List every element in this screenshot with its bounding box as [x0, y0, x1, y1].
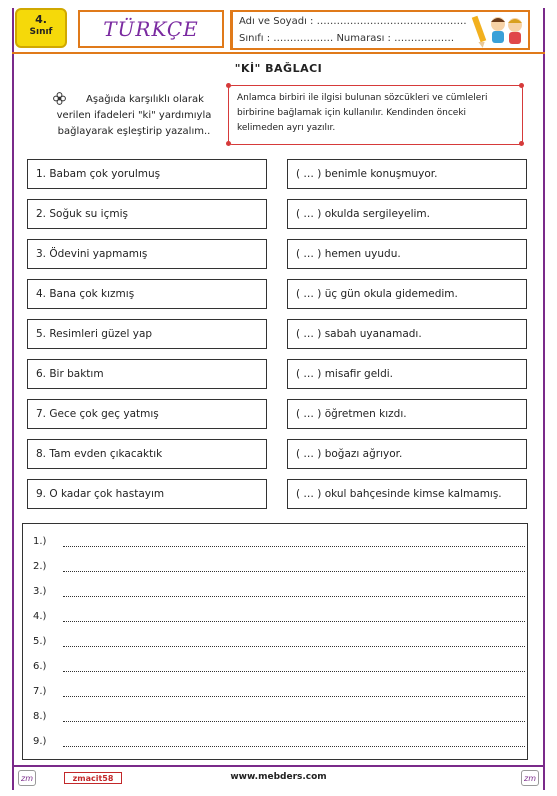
grade-number: 4.	[35, 13, 47, 26]
left-item-9: 9. O kadar çok hastayım	[27, 479, 267, 509]
left-item-4: 4. Bana çok kızmış	[27, 279, 267, 309]
right-item-8[interactable]: ( … ) boğazı ağrıyor.	[287, 439, 527, 469]
page-title: "Kİ" BAĞLACI	[234, 62, 323, 75]
right-item-1[interactable]: ( … ) benimle konuşmuyor.	[287, 159, 527, 189]
answer-line-3[interactable]	[33, 586, 525, 600]
name-field[interactable]: Adı ve Soyadı : ………………………………………	[239, 16, 467, 27]
left-item-1: 1. Babam çok yorulmuş	[27, 159, 267, 189]
definition-text: Anlamca birbiri ile ilgisi bulunan sözcükleri ve cümleleri birbirine bağlamak için kullanılır. Kendinden önceki kelimeden ayrı yazılır.	[237, 93, 488, 133]
note-pin	[226, 141, 231, 146]
left-item-7: 7. Gece çok geç yatmış	[27, 399, 267, 429]
answer-line-4[interactable]	[33, 611, 525, 625]
answer-line-9[interactable]	[33, 736, 525, 750]
answer-number: 6.)	[33, 661, 47, 672]
answer-number: 9.)	[33, 736, 47, 747]
right-item-3[interactable]: ( … ) hemen uyudu.	[287, 239, 527, 269]
website-link[interactable]: www.mebders.com	[230, 772, 327, 782]
children-with-pencil-illustration	[470, 12, 528, 48]
dotted-line	[63, 621, 525, 622]
answer-number: 5.)	[33, 636, 47, 647]
subject-box	[78, 10, 224, 48]
dotted-line	[63, 671, 525, 672]
left-logo: zm	[18, 770, 36, 786]
answer-number: 4.)	[33, 611, 47, 622]
answer-number: 2.)	[33, 561, 47, 572]
dotted-line	[63, 696, 525, 697]
left-item-3: 3. Ödevini yapmamış	[27, 239, 267, 269]
answer-number: 7.)	[33, 686, 47, 697]
answer-number: 3.)	[33, 586, 47, 597]
note-pin	[226, 83, 231, 88]
answer-line-1[interactable]	[33, 536, 525, 550]
dotted-line	[63, 646, 525, 647]
definition-note	[228, 85, 523, 145]
header-divider	[12, 52, 545, 54]
right-item-4[interactable]: ( … ) üç gün okula gidemedim.	[287, 279, 527, 309]
dotted-line	[63, 746, 525, 747]
left-item-6: 6. Bir baktım	[27, 359, 267, 389]
grade-word: Sınıf	[29, 27, 53, 37]
grade-badge	[15, 8, 67, 48]
left-item-2: 2. Soğuk su içmiş	[27, 199, 267, 229]
class-number-field[interactable]: Sınıfı : ……………… Numarası : ………………	[239, 33, 455, 44]
right-item-9[interactable]: ( … ) okul bahçesinde kimse kalmamış.	[287, 479, 527, 509]
answer-line-5[interactable]	[33, 636, 525, 650]
left-item-8: 8. Tam evden çıkacaktık	[27, 439, 267, 469]
right-logo: zm	[521, 770, 539, 786]
answer-line-7[interactable]	[33, 686, 525, 700]
right-item-5[interactable]: ( … ) sabah uyanamadı.	[287, 319, 527, 349]
author-tag: zmacit58	[64, 772, 122, 784]
instruction-text: Aşağıda karşılıklı olarak verilen ifadeleri "ki" yardımıyla bağlayarak eşleştirip yazalım..	[56, 94, 212, 137]
answer-line-2[interactable]	[33, 561, 525, 575]
right-item-7[interactable]: ( … ) öğretmen kızdı.	[287, 399, 527, 429]
answer-number: 1.)	[33, 536, 47, 547]
dotted-line	[63, 721, 525, 722]
subject-title: TÜRKÇE	[103, 17, 199, 41]
answer-line-6[interactable]	[33, 661, 525, 675]
dotted-line	[63, 546, 525, 547]
answer-area	[22, 523, 528, 760]
footer-divider	[12, 765, 545, 767]
note-pin	[519, 83, 524, 88]
answer-number: 8.)	[33, 711, 47, 722]
right-item-2[interactable]: ( … ) okulda sergileyelim.	[287, 199, 527, 229]
note-pin	[519, 141, 524, 146]
left-item-5: 5. Resimleri güzel yap	[27, 319, 267, 349]
right-item-6[interactable]: ( … ) misafir geldi.	[287, 359, 527, 389]
dotted-line	[63, 596, 525, 597]
answer-line-8[interactable]	[33, 711, 525, 725]
dotted-line	[63, 571, 525, 572]
